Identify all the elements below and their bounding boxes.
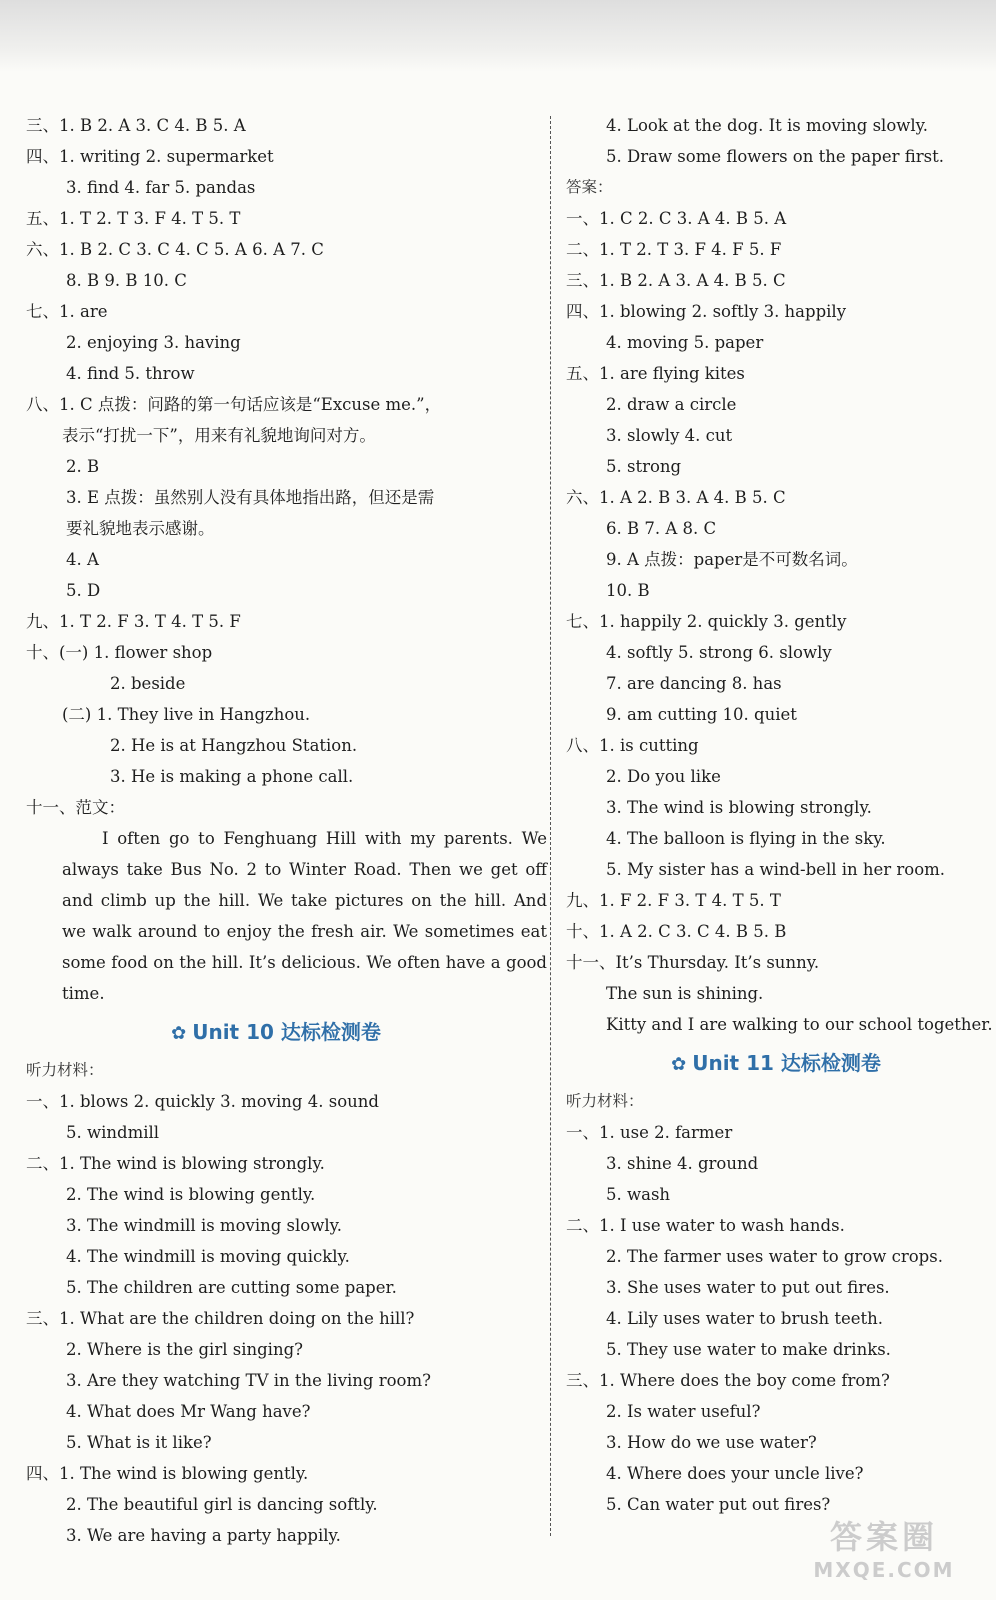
text-line: 4. What does Mr Wang have? bbox=[66, 1402, 311, 1421]
text-line: 3. find 4. far 5. pandas bbox=[66, 178, 256, 197]
text-line: 九、1. T 2. F 3. T 4. T 5. F bbox=[26, 612, 241, 631]
text-line: 八、1. is cutting bbox=[566, 736, 699, 755]
text-line: 三、1. Where does the boy come from? bbox=[566, 1371, 890, 1390]
text-line: 3. Are they watching TV in the living room? bbox=[66, 1371, 431, 1390]
text-line: 2. The wind is blowing gently. bbox=[66, 1185, 316, 1204]
text-line: 三、1. What are the children doing on the hill? bbox=[26, 1309, 415, 1328]
text-line: 2. Where is the girl singing? bbox=[66, 1340, 303, 1359]
text-line: 五、1. are flying kites bbox=[566, 364, 745, 383]
text-line: 2. draw a circle bbox=[606, 395, 737, 414]
text-line: 七、1. happily 2. quickly 3. gently bbox=[566, 612, 847, 631]
text-line: 8. B 9. B 10. C bbox=[66, 271, 187, 290]
text-line: 四、1. The wind is blowing gently. bbox=[26, 1464, 309, 1483]
text-line: 3. We are having a party happily. bbox=[66, 1526, 341, 1545]
text-line: 三、1. B 2. A 3. A 4. B 5. C bbox=[566, 271, 786, 290]
listening-continued bbox=[566, 110, 986, 172]
text-line: 7. are dancing 8. has bbox=[606, 674, 782, 693]
text-line: 七、1. are bbox=[26, 302, 108, 321]
text-line: 2. beside bbox=[110, 674, 186, 693]
text-line: 四、1. writing 2. supermarket bbox=[26, 147, 274, 166]
text-line: 9. A 点拨：paper是不可数名词。 bbox=[606, 550, 858, 569]
text-line: 5. The children are cutting some paper. bbox=[66, 1278, 397, 1297]
site-watermark: 答案圈 MXQE.COM bbox=[813, 1518, 955, 1582]
column-divider bbox=[550, 116, 551, 1536]
text-line: 八、1. C 点拨：问路的第一句话应该是“Excuse me.”， bbox=[26, 395, 442, 414]
text-line: 十一、范文： bbox=[26, 798, 125, 817]
listening-label: 听力材料： bbox=[26, 1061, 104, 1079]
text-line: 要礼貌地表示感谢。 bbox=[66, 519, 215, 538]
text-line: 2. enjoying 3. having bbox=[66, 333, 241, 352]
text-line: 六、1. B 2. C 3. C 4. C 5. A 6. A 7. C bbox=[26, 240, 324, 259]
text-line: 2. B bbox=[66, 457, 100, 476]
text-line: 五、1. T 2. T 3. F 4. T 5. T bbox=[26, 209, 241, 228]
text-line: 5. windmill bbox=[66, 1123, 160, 1142]
listening-block-right bbox=[566, 1117, 986, 1520]
text-line: 一、1. C 2. C 3. A 4. B 5. A bbox=[566, 209, 787, 228]
text-line: 4. A bbox=[66, 550, 99, 569]
text-line: 3. shine 4. ground bbox=[606, 1154, 759, 1173]
text-line: 一、1. use 2. farmer bbox=[566, 1123, 733, 1142]
text-line: The sun is shining. bbox=[606, 984, 764, 1003]
text-line: 4. find 5. throw bbox=[66, 364, 195, 383]
text-line: 二、1. The wind is blowing strongly. bbox=[26, 1154, 325, 1173]
text-line: 4. The windmill is moving quickly. bbox=[66, 1247, 350, 1266]
answer-label: 答案： bbox=[566, 178, 613, 196]
text-line: 5. D bbox=[66, 581, 101, 600]
text-line: 2. He is at Hangzhou Station. bbox=[110, 736, 358, 755]
text-line: 5. Draw some flowers on the paper first. bbox=[606, 147, 944, 166]
text-line: 5. wash bbox=[606, 1185, 671, 1204]
text-line: 2. Is water useful? bbox=[606, 1402, 761, 1421]
scan-top-shadow bbox=[0, 0, 996, 72]
text-line: 2. Do you like bbox=[606, 767, 721, 786]
right-column bbox=[566, 110, 993, 1520]
text-line: 3. How do we use water? bbox=[606, 1433, 817, 1452]
text-line: 二、1. T 2. T 3. F 4. F 5. F bbox=[566, 240, 782, 259]
text-line: 十一、It’s Thursday. It’s sunny. bbox=[566, 953, 820, 972]
answer-block-right bbox=[566, 203, 993, 1040]
text-line: 3. slowly 4. cut bbox=[606, 426, 733, 445]
text-line: 5. They use water to make drinks. bbox=[606, 1340, 891, 1359]
listening-label-right: 听力材料： bbox=[566, 1092, 644, 1110]
text-line: 4. softly 5. strong 6. slowly bbox=[606, 643, 832, 662]
text-line: 表示“打扰一下”，用来有礼貌地询问对方。 bbox=[62, 426, 376, 445]
text-line: 2. The beautiful girl is dancing softly. bbox=[66, 1495, 378, 1514]
model-essay: I often go to Fenghuang Hill with my parents. We always take Bus No. 2 to Winter Road. Then we get off and climb up the hill. We take pictures on the hill. And we walk around to enjoy the fresh air. We sometimes eat some food on the hill. It’s delicious. We often have a good time. bbox=[62, 829, 547, 1003]
paw-icon: ✿ bbox=[671, 1054, 687, 1075]
text-line: Kitty and I are walking to our school together. bbox=[606, 1015, 993, 1034]
text-line: 三、1. B 2. A 3. C 4. B 5. A bbox=[26, 116, 246, 135]
text-line: 十、(一) 1. flower shop bbox=[26, 643, 213, 662]
unit-11-title: ✿ Unit 11 达标检测卷 bbox=[566, 1040, 986, 1086]
text-line: 2. The farmer uses water to grow crops. bbox=[606, 1247, 943, 1266]
text-line: 9. am cutting 10. quiet bbox=[606, 705, 797, 724]
text-line: 5. What is it like? bbox=[66, 1433, 212, 1452]
text-line: 九、1. F 2. F 3. T 4. T 5. T bbox=[566, 891, 781, 910]
text-line: 4. moving 5. paper bbox=[606, 333, 764, 352]
text-line: 一、1. blows 2. quickly 3. moving 4. sound bbox=[26, 1092, 379, 1111]
text-line: 5. Can water put out fires? bbox=[606, 1495, 831, 1514]
paw-icon: ✿ bbox=[171, 1023, 187, 1044]
listening-block-left bbox=[26, 1086, 526, 1551]
text-line: 3. The windmill is moving slowly. bbox=[66, 1216, 342, 1235]
text-line: 3. She uses water to put out fires. bbox=[606, 1278, 890, 1297]
text-line: 10. B bbox=[606, 581, 650, 600]
unit-10-title: ✿ Unit 10 达标检测卷 bbox=[26, 1009, 526, 1055]
left-column bbox=[26, 110, 547, 1551]
text-line: 5. strong bbox=[606, 457, 682, 476]
text-line: 6. B 7. A 8. C bbox=[606, 519, 717, 538]
text-line: 4. Look at the dog. It is moving slowly. bbox=[606, 116, 929, 135]
text-line: 3. He is making a phone call. bbox=[110, 767, 354, 786]
text-line: 3. The wind is blowing strongly. bbox=[606, 798, 872, 817]
text-line: 4. Lily uses water to brush teeth. bbox=[606, 1309, 884, 1328]
text-line: 4. Where does your uncle live? bbox=[606, 1464, 864, 1483]
text-line: 六、1. A 2. B 3. A 4. B 5. C bbox=[566, 488, 786, 507]
text-line: 二、1. I use water to wash hands. bbox=[566, 1216, 845, 1235]
text-line: 十、1. A 2. C 3. C 4. B 5. B bbox=[566, 922, 787, 941]
answer-block-left bbox=[26, 110, 526, 823]
text-line: (二) 1. They live in Hangzhou. bbox=[62, 705, 311, 724]
text-line: 5. My sister has a wind-bell in her room. bbox=[606, 860, 946, 879]
text-line: 3. E 点拨：虽然别人没有具体地指出路，但还是需 bbox=[66, 488, 435, 507]
text-line: 4. The balloon is flying in the sky. bbox=[606, 829, 886, 848]
text-line: 四、1. blowing 2. softly 3. happily bbox=[566, 302, 847, 321]
